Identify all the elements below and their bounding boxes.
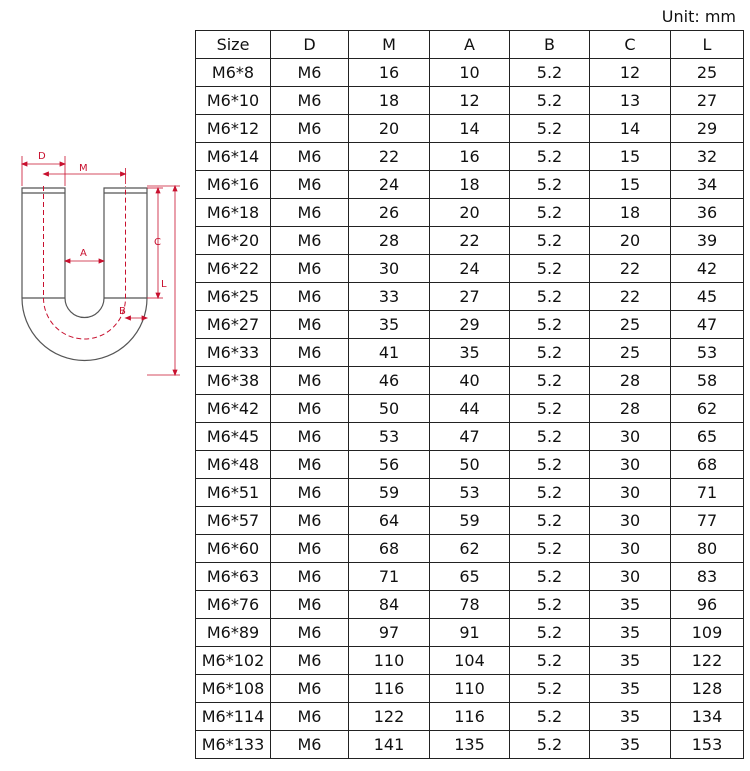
cell-b: 5.2 bbox=[510, 87, 590, 115]
cell-size: M6*57 bbox=[196, 507, 271, 535]
cell-size: M6*38 bbox=[196, 367, 271, 395]
table-row bbox=[196, 199, 744, 227]
cell-size: M6*114 bbox=[196, 703, 271, 731]
cell-l: 32 bbox=[671, 143, 744, 171]
cell-b: 5.2 bbox=[510, 479, 590, 507]
cell-c: 15 bbox=[590, 143, 671, 171]
cell-m: 16 bbox=[349, 59, 430, 87]
table-row bbox=[196, 339, 744, 367]
cell-d: M6 bbox=[271, 115, 349, 143]
cell-size: M6*18 bbox=[196, 199, 271, 227]
cell-d: M6 bbox=[271, 87, 349, 115]
cell-l: 27 bbox=[671, 87, 744, 115]
cell-size: M6*12 bbox=[196, 115, 271, 143]
cell-c: 35 bbox=[590, 703, 671, 731]
cell-b: 5.2 bbox=[510, 563, 590, 591]
table-row bbox=[196, 227, 744, 255]
cell-b: 5.2 bbox=[510, 703, 590, 731]
table-row bbox=[196, 171, 744, 199]
cell-b: 5.2 bbox=[510, 255, 590, 283]
cell-l: 65 bbox=[671, 423, 744, 451]
cell-a: 104 bbox=[430, 647, 510, 675]
cell-l: 153 bbox=[671, 731, 744, 759]
cell-size: M6*16 bbox=[196, 171, 271, 199]
cell-d: M6 bbox=[271, 255, 349, 283]
cell-d: M6 bbox=[271, 227, 349, 255]
cell-c: 28 bbox=[590, 395, 671, 423]
cell-a: 110 bbox=[430, 675, 510, 703]
cell-c: 35 bbox=[590, 619, 671, 647]
l-label: L bbox=[161, 279, 167, 290]
cell-size: M6*76 bbox=[196, 591, 271, 619]
cell-m: 28 bbox=[349, 227, 430, 255]
cell-d: M6 bbox=[271, 619, 349, 647]
cell-size: M6*51 bbox=[196, 479, 271, 507]
cell-a: 62 bbox=[430, 535, 510, 563]
header-size: Size bbox=[196, 31, 271, 59]
cell-l: 34 bbox=[671, 171, 744, 199]
cell-size: M6*42 bbox=[196, 395, 271, 423]
header-l: L bbox=[671, 31, 744, 59]
cell-size: M6*63 bbox=[196, 563, 271, 591]
cell-d: M6 bbox=[271, 451, 349, 479]
cell-b: 5.2 bbox=[510, 199, 590, 227]
cell-size: M6*102 bbox=[196, 647, 271, 675]
cell-l: 39 bbox=[671, 227, 744, 255]
table-row bbox=[196, 591, 744, 619]
cell-d: M6 bbox=[271, 591, 349, 619]
cell-l: 109 bbox=[671, 619, 744, 647]
cell-a: 22 bbox=[430, 227, 510, 255]
table-row bbox=[196, 507, 744, 535]
cell-b: 5.2 bbox=[510, 619, 590, 647]
cell-l: 45 bbox=[671, 283, 744, 311]
cell-a: 47 bbox=[430, 423, 510, 451]
cell-size: M6*10 bbox=[196, 87, 271, 115]
cell-l: 36 bbox=[671, 199, 744, 227]
table-row bbox=[196, 395, 744, 423]
cell-b: 5.2 bbox=[510, 647, 590, 675]
cell-m: 68 bbox=[349, 535, 430, 563]
table-row bbox=[196, 731, 744, 759]
table-row bbox=[196, 675, 744, 703]
cell-m: 84 bbox=[349, 591, 430, 619]
cell-d: M6 bbox=[271, 731, 349, 759]
cell-b: 5.2 bbox=[510, 451, 590, 479]
cell-b: 5.2 bbox=[510, 395, 590, 423]
cell-a: 10 bbox=[430, 59, 510, 87]
cell-m: 46 bbox=[349, 367, 430, 395]
table-row bbox=[196, 563, 744, 591]
cell-b: 5.2 bbox=[510, 59, 590, 87]
cell-a: 135 bbox=[430, 731, 510, 759]
cell-a: 59 bbox=[430, 507, 510, 535]
table-header-row bbox=[196, 31, 744, 59]
cell-m: 30 bbox=[349, 255, 430, 283]
b-label: B bbox=[119, 306, 126, 317]
cell-l: 42 bbox=[671, 255, 744, 283]
cell-l: 25 bbox=[671, 59, 744, 87]
cell-c: 18 bbox=[590, 199, 671, 227]
table-row bbox=[196, 143, 744, 171]
cell-d: M6 bbox=[271, 647, 349, 675]
cell-l: 77 bbox=[671, 507, 744, 535]
cell-c: 25 bbox=[590, 311, 671, 339]
table-row bbox=[196, 255, 744, 283]
table-row bbox=[196, 535, 744, 563]
a-label: A bbox=[80, 248, 87, 259]
cell-c: 12 bbox=[590, 59, 671, 87]
table-row bbox=[196, 283, 744, 311]
cell-l: 122 bbox=[671, 647, 744, 675]
cell-c: 30 bbox=[590, 451, 671, 479]
cell-a: 50 bbox=[430, 451, 510, 479]
cell-c: 13 bbox=[590, 87, 671, 115]
c-label: C bbox=[154, 237, 161, 248]
u-bolt-outline bbox=[22, 188, 147, 361]
cell-size: M6*20 bbox=[196, 227, 271, 255]
cell-b: 5.2 bbox=[510, 283, 590, 311]
cell-a: 91 bbox=[430, 619, 510, 647]
cell-m: 71 bbox=[349, 563, 430, 591]
header-b: B bbox=[510, 31, 590, 59]
cell-m: 20 bbox=[349, 115, 430, 143]
cell-m: 141 bbox=[349, 731, 430, 759]
cell-a: 14 bbox=[430, 115, 510, 143]
cell-a: 78 bbox=[430, 591, 510, 619]
cell-b: 5.2 bbox=[510, 115, 590, 143]
cell-a: 24 bbox=[430, 255, 510, 283]
cell-m: 26 bbox=[349, 199, 430, 227]
table-body bbox=[196, 59, 744, 759]
cell-size: M6*27 bbox=[196, 311, 271, 339]
table-row bbox=[196, 311, 744, 339]
dimension-table bbox=[195, 30, 744, 759]
cell-size: M6*108 bbox=[196, 675, 271, 703]
cell-l: 96 bbox=[671, 591, 744, 619]
unit-label: Unit: mm bbox=[661, 7, 736, 26]
cell-m: 97 bbox=[349, 619, 430, 647]
cell-d: M6 bbox=[271, 395, 349, 423]
cell-d: M6 bbox=[271, 59, 349, 87]
cell-d: M6 bbox=[271, 703, 349, 731]
cell-a: 18 bbox=[430, 171, 510, 199]
table-row bbox=[196, 703, 744, 731]
m-label: M bbox=[79, 163, 88, 174]
cell-d: M6 bbox=[271, 675, 349, 703]
cell-a: 12 bbox=[430, 87, 510, 115]
cell-size: M6*25 bbox=[196, 283, 271, 311]
cell-d: M6 bbox=[271, 479, 349, 507]
table-row bbox=[196, 423, 744, 451]
cell-m: 41 bbox=[349, 339, 430, 367]
cell-a: 20 bbox=[430, 199, 510, 227]
cell-size: M6*22 bbox=[196, 255, 271, 283]
cell-c: 20 bbox=[590, 227, 671, 255]
cell-l: 62 bbox=[671, 395, 744, 423]
cell-a: 65 bbox=[430, 563, 510, 591]
d-label: D bbox=[38, 151, 46, 162]
u-bolt-centerline bbox=[44, 186, 126, 339]
cell-l: 29 bbox=[671, 115, 744, 143]
cell-m: 64 bbox=[349, 507, 430, 535]
cell-size: M6*8 bbox=[196, 59, 271, 87]
header-d: D bbox=[271, 31, 349, 59]
cell-a: 40 bbox=[430, 367, 510, 395]
cell-b: 5.2 bbox=[510, 367, 590, 395]
cell-c: 30 bbox=[590, 479, 671, 507]
cell-b: 5.2 bbox=[510, 339, 590, 367]
cell-c: 30 bbox=[590, 535, 671, 563]
cell-m: 50 bbox=[349, 395, 430, 423]
cell-a: 16 bbox=[430, 143, 510, 171]
table-row bbox=[196, 619, 744, 647]
cell-a: 35 bbox=[430, 339, 510, 367]
cell-c: 30 bbox=[590, 563, 671, 591]
cell-size: M6*60 bbox=[196, 535, 271, 563]
cell-c: 22 bbox=[590, 283, 671, 311]
cell-c: 15 bbox=[590, 171, 671, 199]
cell-d: M6 bbox=[271, 143, 349, 171]
cell-size: M6*33 bbox=[196, 339, 271, 367]
cell-size: M6*14 bbox=[196, 143, 271, 171]
cell-d: M6 bbox=[271, 423, 349, 451]
header-a: A bbox=[430, 31, 510, 59]
cell-c: 35 bbox=[590, 731, 671, 759]
cell-d: M6 bbox=[271, 339, 349, 367]
cell-b: 5.2 bbox=[510, 423, 590, 451]
cell-d: M6 bbox=[271, 535, 349, 563]
cell-m: 110 bbox=[349, 647, 430, 675]
cell-size: M6*48 bbox=[196, 451, 271, 479]
cell-l: 128 bbox=[671, 675, 744, 703]
cell-c: 28 bbox=[590, 367, 671, 395]
table-row bbox=[196, 87, 744, 115]
table-row bbox=[196, 59, 744, 87]
cell-c: 30 bbox=[590, 507, 671, 535]
cell-c: 22 bbox=[590, 255, 671, 283]
u-bolt-diagram bbox=[8, 148, 188, 388]
table-row bbox=[196, 115, 744, 143]
cell-l: 71 bbox=[671, 479, 744, 507]
cell-b: 5.2 bbox=[510, 143, 590, 171]
cell-d: M6 bbox=[271, 171, 349, 199]
cell-b: 5.2 bbox=[510, 591, 590, 619]
cell-m: 18 bbox=[349, 87, 430, 115]
cell-b: 5.2 bbox=[510, 507, 590, 535]
cell-b: 5.2 bbox=[510, 731, 590, 759]
cell-d: M6 bbox=[271, 283, 349, 311]
cell-l: 83 bbox=[671, 563, 744, 591]
cell-a: 53 bbox=[430, 479, 510, 507]
cell-c: 35 bbox=[590, 675, 671, 703]
cell-l: 68 bbox=[671, 451, 744, 479]
cell-c: 35 bbox=[590, 647, 671, 675]
cell-m: 35 bbox=[349, 311, 430, 339]
table-row bbox=[196, 647, 744, 675]
cell-b: 5.2 bbox=[510, 535, 590, 563]
cell-d: M6 bbox=[271, 563, 349, 591]
cell-b: 5.2 bbox=[510, 227, 590, 255]
cell-m: 116 bbox=[349, 675, 430, 703]
cell-size: M6*45 bbox=[196, 423, 271, 451]
cell-d: M6 bbox=[271, 199, 349, 227]
table-row bbox=[196, 451, 744, 479]
cell-m: 24 bbox=[349, 171, 430, 199]
cell-size: M6*133 bbox=[196, 731, 271, 759]
table-row bbox=[196, 479, 744, 507]
cell-b: 5.2 bbox=[510, 171, 590, 199]
cell-l: 47 bbox=[671, 311, 744, 339]
cell-a: 116 bbox=[430, 703, 510, 731]
cell-a: 44 bbox=[430, 395, 510, 423]
cell-b: 5.2 bbox=[510, 311, 590, 339]
cell-a: 29 bbox=[430, 311, 510, 339]
cell-m: 33 bbox=[349, 283, 430, 311]
cell-b: 5.2 bbox=[510, 675, 590, 703]
cell-l: 134 bbox=[671, 703, 744, 731]
cell-d: M6 bbox=[271, 507, 349, 535]
cell-m: 56 bbox=[349, 451, 430, 479]
cell-l: 58 bbox=[671, 367, 744, 395]
header-c: C bbox=[590, 31, 671, 59]
cell-m: 22 bbox=[349, 143, 430, 171]
cell-c: 25 bbox=[590, 339, 671, 367]
cell-l: 53 bbox=[671, 339, 744, 367]
cell-d: M6 bbox=[271, 367, 349, 395]
cell-size: M6*89 bbox=[196, 619, 271, 647]
cell-m: 53 bbox=[349, 423, 430, 451]
cell-c: 35 bbox=[590, 591, 671, 619]
cell-m: 59 bbox=[349, 479, 430, 507]
cell-d: M6 bbox=[271, 311, 349, 339]
header-m: M bbox=[349, 31, 430, 59]
cell-l: 80 bbox=[671, 535, 744, 563]
cell-a: 27 bbox=[430, 283, 510, 311]
cell-c: 30 bbox=[590, 423, 671, 451]
cell-c: 14 bbox=[590, 115, 671, 143]
table-row bbox=[196, 367, 744, 395]
cell-m: 122 bbox=[349, 703, 430, 731]
